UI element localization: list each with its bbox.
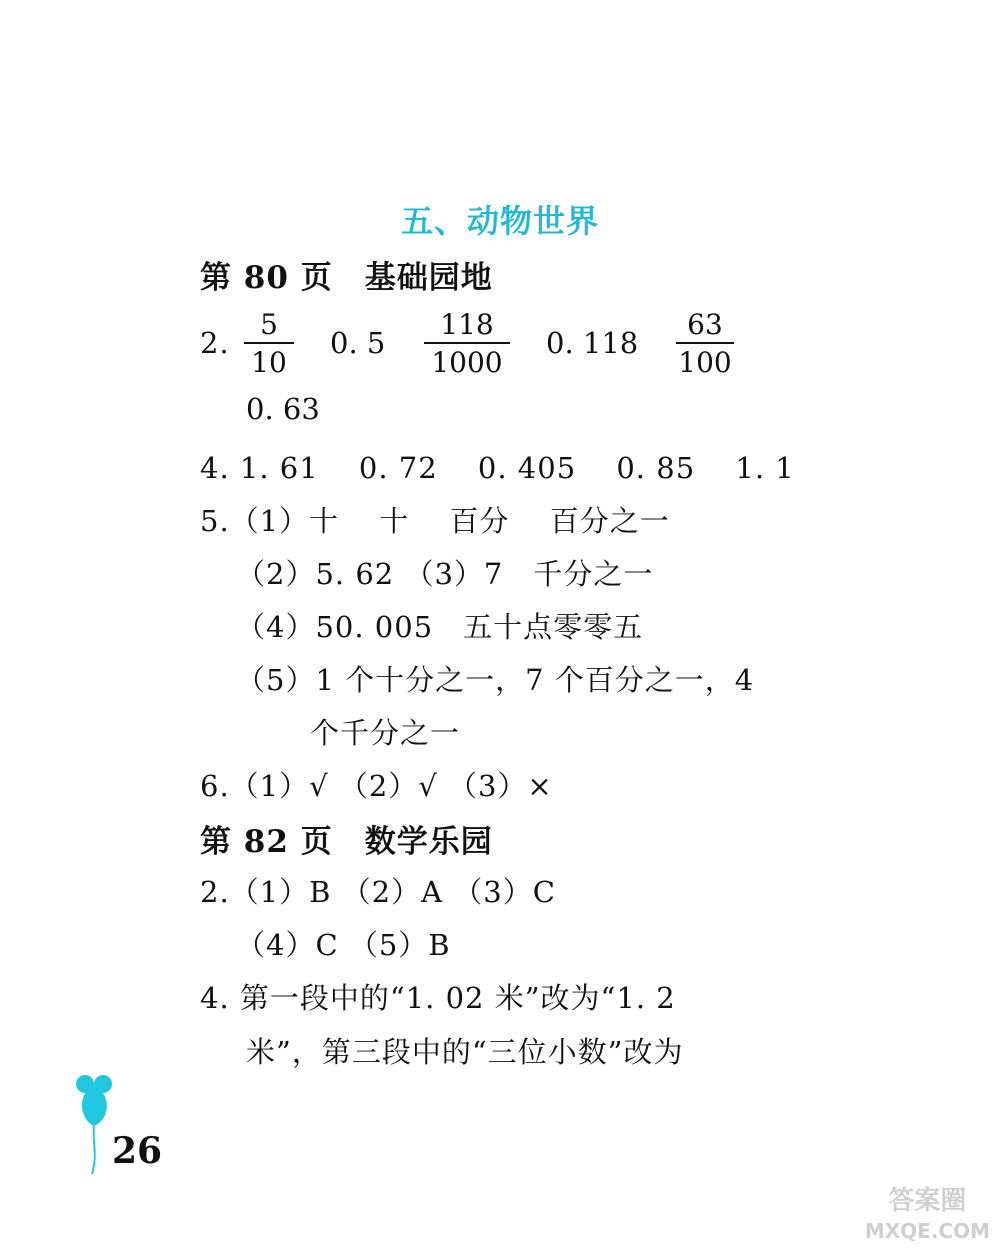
fraction-118-1000 <box>424 310 510 378</box>
fraction-63-100 <box>676 310 734 378</box>
watermark-title: 答案圈 <box>888 1186 967 1216</box>
fraction-denominator: 10 <box>251 346 287 379</box>
answer-p82-q4a: 4. 第一段中的“1. 02 米”改为“1. 2 <box>200 981 676 1015</box>
fraction-bar <box>244 342 294 344</box>
fraction-numerator: 118 <box>440 308 494 341</box>
answer-p82-q2a: 2.（1）B （2）A （3）C <box>200 875 556 909</box>
answer-q5-2: （2）5. 62 （3）7 千分之一 <box>236 557 654 591</box>
chapter-title: 五、动物世界 <box>400 202 599 240</box>
decimal-value: 0. 5 <box>330 326 386 360</box>
answer-p82-q2b: （4）C （5）B <box>236 928 451 962</box>
answer-q5-5-cont: 个千分之一 <box>310 716 461 750</box>
page-number: 26 <box>112 1130 163 1172</box>
answer-q5-4: （4）50. 005 五十点零零五 <box>236 610 644 644</box>
watermark <box>865 1186 990 1246</box>
fraction-denominator: 1000 <box>431 346 503 379</box>
fraction-numerator: 5 <box>260 308 278 341</box>
answer-q5-1: 5.（1）十 十 百分 百分之一 <box>200 504 670 538</box>
section-heading-p80: 第 80 页 基础园地 <box>200 260 493 296</box>
answer-q6: 6.（1）√ （2）√ （3）× <box>200 769 553 803</box>
fraction-bar <box>424 342 510 344</box>
fraction-numerator: 63 <box>687 308 723 341</box>
decimal-value: 0. 63 <box>246 392 320 426</box>
fraction-denominator: 100 <box>678 346 732 379</box>
q2-label: 2. <box>200 326 230 360</box>
answer-q4: 4. 1. 61 0. 72 0. 405 0. 85 1. 1 <box>200 451 795 485</box>
watermark-url: MXQE.COM <box>864 1219 990 1243</box>
fraction-bar <box>676 342 734 344</box>
answer-p82-q4b: 米”，第三段中的“三位小数”改为 <box>246 1035 684 1069</box>
section-heading-p82: 第 82 页 数学乐园 <box>200 824 493 860</box>
fraction-5-10 <box>244 310 294 378</box>
decimal-value: 0. 118 <box>546 326 639 360</box>
answer-q5-5: （5）1 个十分之一，7 个百分之一，4 <box>236 663 755 697</box>
